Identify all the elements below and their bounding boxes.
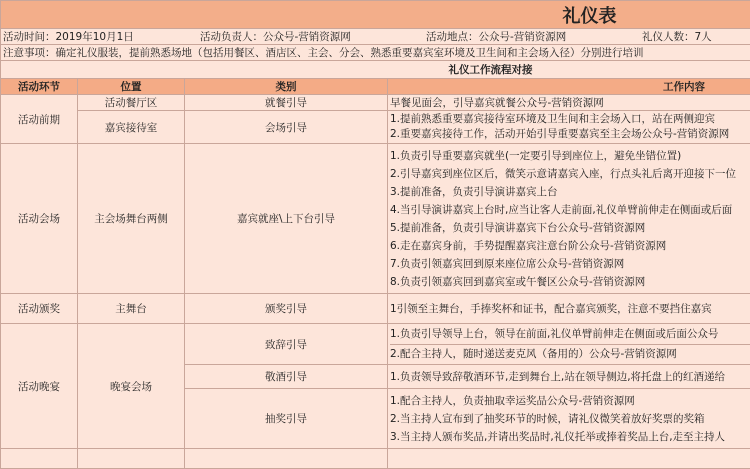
activity-time: 活动时间：2019年10月1日 bbox=[3, 31, 134, 43]
empty-cell[interactable] bbox=[78, 449, 185, 469]
content-line: 4.当引导演讲嘉宾上台时,应当让客人走前面,礼仪单臂前伸走在侧面或后面 bbox=[390, 203, 733, 216]
sheet-title[interactable]: 礼仪表 bbox=[1, 1, 750, 29]
content-line: 6.走在嘉宾身前，手势提醒嘉宾注意台阶公众号-营销资源网 bbox=[390, 239, 667, 252]
category-cell[interactable]: 嘉宾就座\上下台引导 bbox=[185, 144, 388, 294]
etiquette-count: 礼仪人数：7人 bbox=[642, 31, 712, 43]
category-cell[interactable]: 就餐引导 bbox=[185, 95, 388, 111]
content-cell[interactable] bbox=[388, 111, 750, 144]
section-title[interactable]: 礼仪工作流程对接 bbox=[1, 61, 750, 79]
content-line: 2.配合主持人，随时递送麦克风（备用的）公众号-营销资源网 bbox=[390, 348, 677, 360]
location-cell[interactable]: 晚宴会场 bbox=[78, 324, 185, 449]
category-cell[interactable]: 致辞引导 bbox=[185, 324, 388, 365]
header-stage[interactable]: 活动环节 bbox=[1, 79, 78, 95]
empty-cell[interactable] bbox=[388, 449, 750, 469]
header-content[interactable]: 工作内容 bbox=[388, 79, 750, 95]
content-line: 1.提前熟悉重要嘉宾接待室环境及卫生间和主会场入口，站在两侧迎宾 bbox=[390, 113, 716, 125]
empty-cell[interactable] bbox=[185, 449, 388, 469]
content-cell[interactable]: 1引领至主舞台，手捧奖杯和证书，配合嘉宾颁奖，注意不要挡住嘉宾 bbox=[388, 294, 750, 324]
content-cell[interactable] bbox=[388, 144, 750, 294]
content-line: 2.引导嘉宾到座位区后，微笑示意请嘉宾入座，行点头礼后离开迎接下一位 bbox=[390, 167, 737, 180]
activity-place: 活动地点：公众号-营销资源网 bbox=[426, 31, 567, 43]
content-line: 1.负责引导重要嘉宾就坐(一定要引导到座位上，避免坐错位置) bbox=[390, 149, 682, 162]
content-line: 5.提前准备，负责引导演讲嘉宾下台公众号-营销资源网 bbox=[390, 221, 646, 234]
content-cell[interactable] bbox=[388, 389, 750, 449]
content-line: 1.负责引导领导上台，领导在前面,礼仪单臂前伸走在侧面或后面公众号 bbox=[390, 324, 750, 345]
content-cell[interactable]: 1.负责领导致辞敬酒环节,走到舞台上,站在领导侧边,将托盘上的红酒递给 bbox=[388, 365, 750, 389]
stage-evening[interactable]: 活动晚宴 bbox=[1, 324, 78, 449]
empty-cell[interactable] bbox=[1, 449, 78, 469]
content-cell[interactable]: 早餐见面会，引导嘉宾就餐公众号-营销资源网 bbox=[388, 95, 750, 111]
content-line: 8.负责引领嘉宾回到嘉宾室或午餐区公众号-营销资源网 bbox=[390, 275, 646, 288]
header-category[interactable]: 类别 bbox=[185, 79, 388, 95]
content-line: 3.当主持人颁布奖品,并请出奖品时,礼仪托举或捧着奖品上台,走至主持人 bbox=[390, 430, 726, 443]
activity-leader: 活动负责人：公众号-营销资源网 bbox=[200, 31, 351, 43]
category-cell[interactable]: 敬酒引导 bbox=[185, 365, 388, 389]
location-cell[interactable]: 活动餐厅区 bbox=[78, 95, 185, 111]
category-cell[interactable]: 抽奖引导 bbox=[185, 389, 388, 449]
stage-pre[interactable]: 活动前期 bbox=[1, 95, 78, 144]
info-row[interactable] bbox=[1, 29, 750, 45]
notes-row[interactable]: 注意事项：确定礼仪服装，提前熟悉场地（包括用餐区、酒店区、主会、分会、熟悉重要嘉宾室环境及卫生间和主会场入径）分别进行培训 bbox=[1, 45, 750, 61]
content-line: 2.当主持人宣布到了抽奖环节的时候，请礼仪微笑着放好奖票的奖箱 bbox=[390, 412, 705, 425]
location-cell[interactable]: 主舞台 bbox=[78, 294, 185, 324]
category-cell[interactable]: 会场引导 bbox=[185, 111, 388, 144]
content-line: 7.负责引领嘉宾回到原来座位席公众号-营销资源网 bbox=[390, 257, 625, 270]
category-cell[interactable]: 颁奖引导 bbox=[185, 294, 388, 324]
stage-award[interactable]: 活动颁奖 bbox=[1, 294, 78, 324]
content-line: 1.配合主持人，负责抽取幸运奖品公众号-营销资源网 bbox=[390, 394, 635, 407]
location-cell[interactable]: 主会场舞台两侧 bbox=[78, 144, 185, 294]
content-line: 3.提前准备，负责引导演讲嘉宾上台 bbox=[390, 185, 558, 198]
stage-venue[interactable]: 活动会场 bbox=[1, 144, 78, 294]
header-location[interactable]: 位置 bbox=[78, 79, 185, 95]
content-line: 2.重要嘉宾接待工作，活动开始引导重要嘉宾至主会场公众号-营销资源网 bbox=[390, 128, 730, 140]
content-cell[interactable] bbox=[388, 324, 750, 365]
location-cell[interactable]: 嘉宾接待室 bbox=[78, 111, 185, 144]
